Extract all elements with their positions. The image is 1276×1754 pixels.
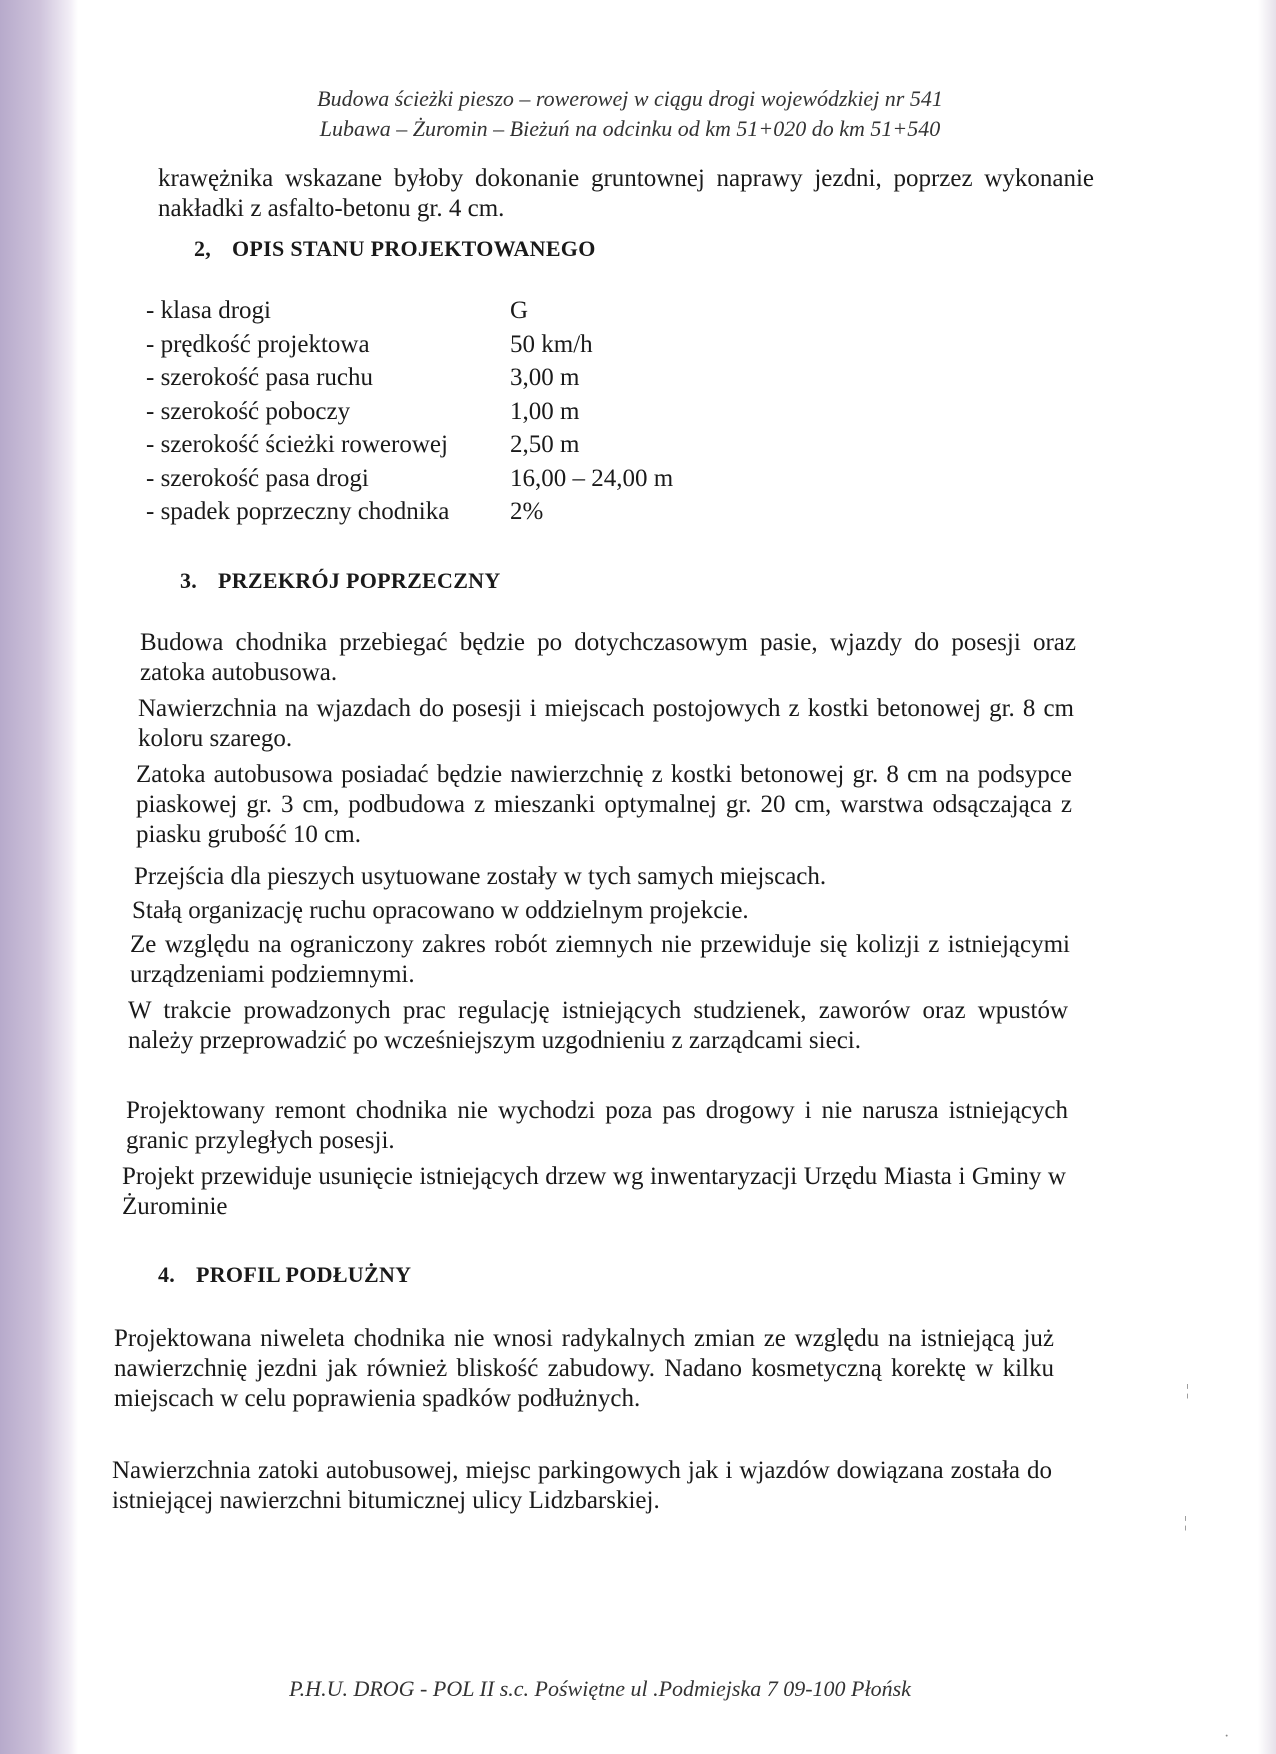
scan-speck: ¦ [1184, 1514, 1188, 1531]
scan-speck: · [1224, 1728, 1230, 1745]
section-4-paragraph: Nawierzchnia zatoki autobusowej, miejsc parkingowych jak i wjazdów dowiązana została do istniejącej nawierzchni bitumicznej ulicy Lidzbarskiej. [112, 1457, 1052, 1514]
spec-value: 16,00 – 24,00 m [510, 464, 674, 492]
section-3-paragraph: Ze względu na ograniczony zakres robót ziemnych nie przewiduje się kolizji z istniejącymi urządzeniami podziemnymi. [130, 931, 1070, 988]
intro-paragraph: krawężnika wskazane byłoby dokonanie gruntownej naprawy jezdni, poprzez wykonanie nakładki z asfalto-betonu gr. 4 cm. [158, 165, 1094, 222]
spec-label: - szerokość pasa ruchu [146, 364, 373, 391]
section-3-paragraph: Budowa chodnika przebiegać będzie po dotychczasowym pasie, wjazdy do posesji oraz zatoka autobusowa. [140, 629, 1076, 686]
section-2-title: OPIS STANU PROJEKTOWANEGO [232, 236, 596, 261]
spec-row [146, 395, 673, 429]
spec-list [146, 294, 673, 529]
page-footer: P.H.U. DROG - POL II s.c. Poświętne ul .Podmiejska 7 09-100 Płońsk [289, 1676, 911, 1701]
spec-label: - prędkość projektowa [146, 330, 370, 358]
spec-value: 2,50 m [510, 431, 580, 458]
spec-value: G [510, 297, 529, 324]
spec-row [146, 294, 673, 328]
spec-value: 3,00 m [510, 364, 580, 391]
section-3-paragraph: Zatoka autobusowa posiadać będzie nawierzchnię z kostki betonowej gr. 8 cm na podsypce piaskowej gr. 3 cm, podbudowa z mieszanki optymalnej gr. 20 cm, warstwa odsączająca z piasku grubość 10 cm. [136, 761, 1072, 848]
spec-row [146, 428, 673, 462]
spec-label: - szerokość pasa drogi [146, 464, 369, 492]
section-3-paragraph: Nawierzchnia na wjazdach do posesji i miejscach postojowych z kostki betonowej gr. 8 cm koloru szarego. [138, 695, 1074, 752]
spec-label: - klasa drogi [146, 297, 271, 324]
section-2-number: 2, [194, 236, 212, 261]
spec-label: - szerokość poboczy [146, 397, 351, 425]
spec-row [146, 328, 673, 362]
header-line-1: Budowa ścieżki pieszo – rowerowej w ciągu drogi wojewódzkiej nr 541 [317, 86, 943, 111]
section-3-number: 3. [180, 568, 198, 593]
section-3-paragraph: Stałą organizację ruchu opracowano w oddzielnym projekcie. [132, 897, 749, 924]
spec-label: - spadek poprzeczny chodnika [146, 498, 450, 525]
section-3-paragraph: Projektowany remont chodnika nie wychodzi poza pas drogowy i nie narusza istniejących granic przyległych posesji. [126, 1097, 1068, 1154]
section-3-title: PRZEKRÓJ POPRZECZNY [218, 568, 501, 593]
section-3-heading [180, 568, 501, 594]
section-4-number: 4. [158, 1262, 176, 1287]
spec-row [146, 462, 673, 496]
spec-row [146, 361, 673, 395]
section-3-paragraph: Przejścia dla pieszych usytuowane zostały w tych samych miejscach. [134, 863, 827, 890]
scan-speck: ¦ [1186, 1382, 1190, 1399]
page-header [270, 84, 990, 144]
section-2-heading [194, 236, 596, 262]
section-4-title: PROFIL PODŁUŻNY [196, 1262, 412, 1287]
section-4-paragraph: Projektowana niweleta chodnika nie wnosi radykalnych zmian ze względu na istniejącą już nawierzchnię jezdni jak również bliskość zabudowy. Nadano kosmetyczną korektę w kilku miejscach w celu poprawienia spadków podłużnych. [114, 1325, 1054, 1412]
section-3-paragraph: Projekt przewiduje usunięcie istniejących drzew wg inwentaryzacji Urzędu Miasta i Gminy w Żurominie [122, 1163, 1066, 1220]
section-3-paragraph: W trakcie prowadzonych prac regulację istniejących studzienek, zaworów oraz wpustów należy przeprowadzić po wcześniejszym uzgodnieniu z zarządcami sieci. [128, 997, 1068, 1054]
section-4-heading [158, 1262, 411, 1288]
spec-row [146, 495, 673, 529]
spec-label: - szerokość ścieżki rowerowej [146, 431, 448, 458]
spec-value: 2% [510, 498, 544, 525]
spec-value: 1,00 m [510, 397, 580, 425]
spec-value: 50 km/h [510, 330, 593, 358]
header-line-2: Lubawa – Żuromin – Bieżuń na odcinku od km 51+020 do km 51+540 [319, 116, 941, 141]
